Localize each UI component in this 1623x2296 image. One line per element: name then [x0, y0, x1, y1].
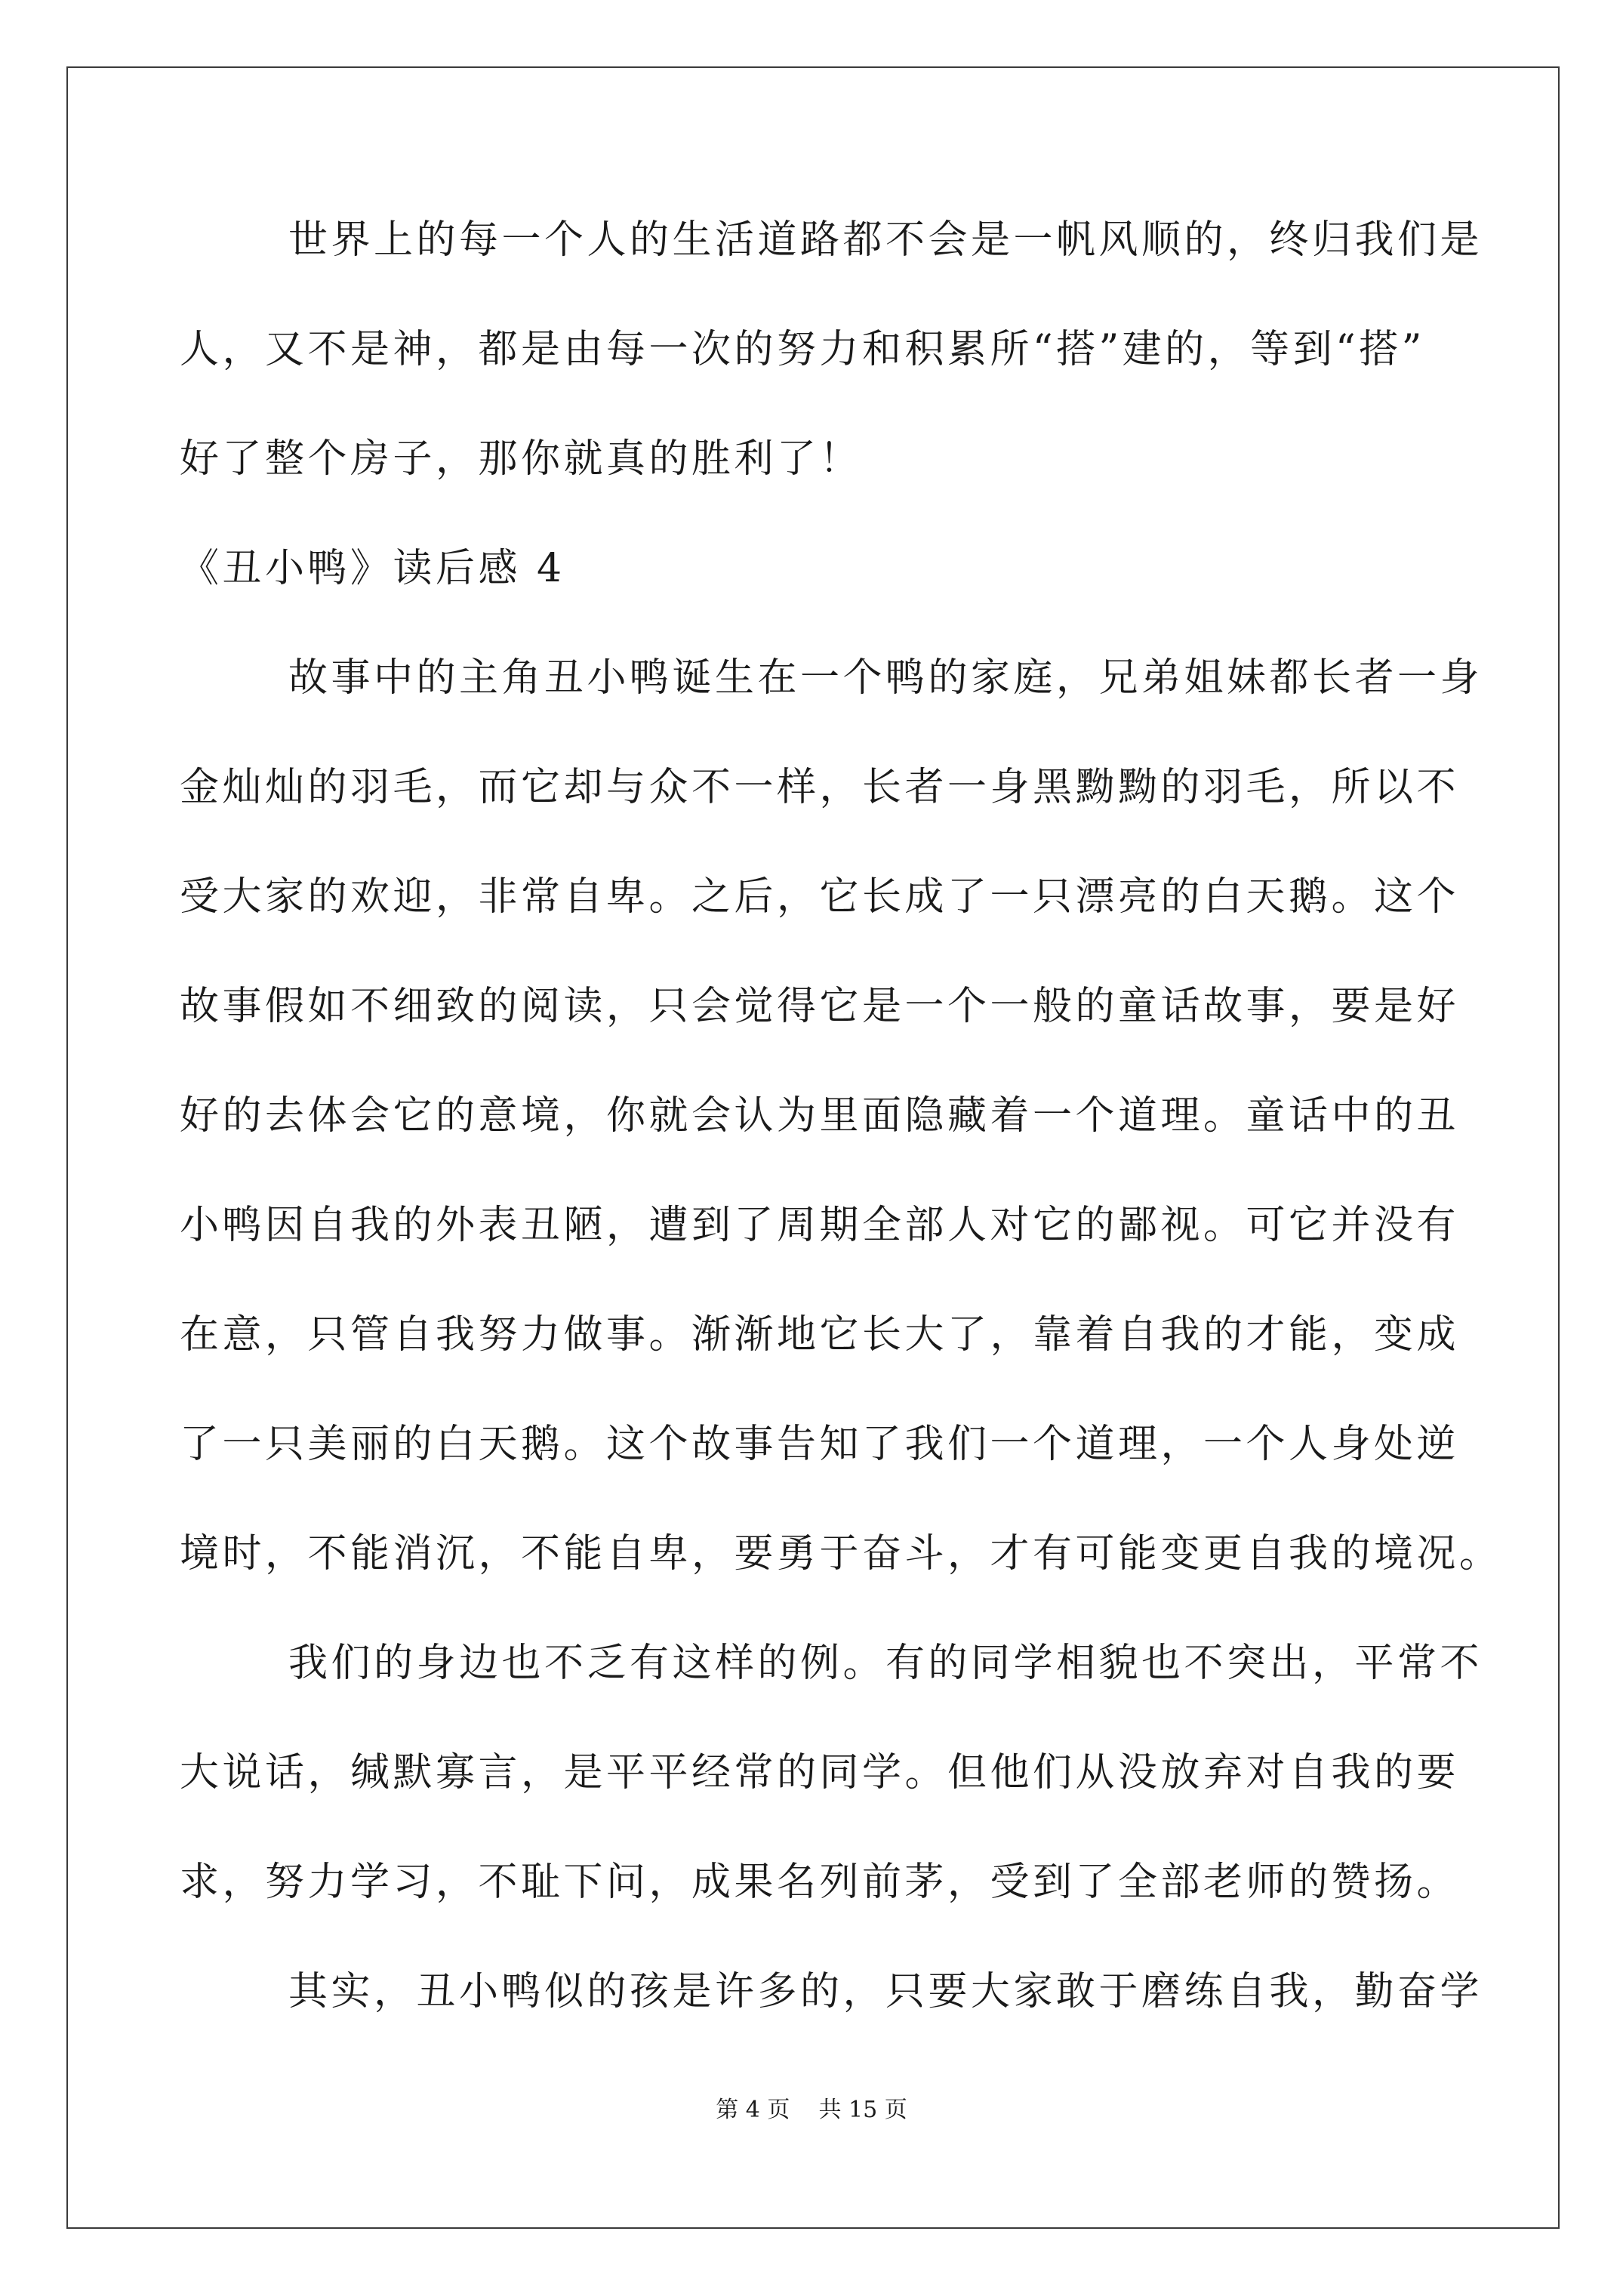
text-line: 好了整个房子，那你就真的胜利了！: [180, 436, 863, 482]
text-line: 受大家的欢迎，非常自卑。之后，它长成了一只漂亮的白天鹅。这个: [180, 874, 1460, 920]
text-line: 求，努力学习，不耻下问，成果名列前茅，受到了全部老师的赞扬。: [180, 1860, 1460, 1905]
section-heading: 《丑小鸭》读后感 4: [180, 546, 565, 591]
text-line: 故事假如不细致的阅读，只会觉得它是一个一般的童话故事，要是好: [180, 984, 1460, 1029]
text-line: 其实，丑小鸭似的孩是许多的，只要大家敢于磨练自我，勤奋学: [288, 1969, 1483, 2014]
text-line: 好的去体会它的意境，你就会认为里面隐藏着一个道理。童话中的丑: [180, 1093, 1460, 1139]
text-line: 境时，不能消沉，不能自卑，要勇于奋斗，才有可能变更自我的境况。: [180, 1531, 1502, 1576]
document-body: [180, 217, 1502, 2082]
text-line: 我们的身边也不乏有这样的例。有的同学相貌也不突出，平常不: [288, 1641, 1483, 1686]
text-line: 小鸭因自我的外表丑陋，遭到了周期全部人对它的鄙视。可它并没有: [180, 1203, 1460, 1248]
text-line: 人，又不是神，都是由每一次的努力和积累所“搭”建的，等到“搭”: [180, 327, 1425, 372]
text-line: 在意，只管自我努力做事。渐渐地它长大了，靠着自我的才能，变成: [180, 1312, 1460, 1358]
text-line: 故事中的主角丑小鸭诞生在一个鸭的家庭，兄弟姐妹都长者一身: [288, 655, 1483, 701]
text-line: 世界上的每一个人的生活道路都不会是一帆风顺的，终归我们是: [288, 217, 1483, 263]
page-number-footer: 第 4 页 共 15 页: [716, 2097, 907, 2123]
text-line: 了一只美丽的白天鹅。这个故事告知了我们一个道理，一个人身处逆: [180, 1422, 1460, 1467]
text-line: 金灿灿的羽毛，而它却与众不一样，长者一身黑黝黝的羽毛，所以不: [180, 765, 1460, 810]
text-line: 大说话，缄默寡言，是平平经常的同学。但他们从没放弃对自我的要: [180, 1750, 1460, 1795]
